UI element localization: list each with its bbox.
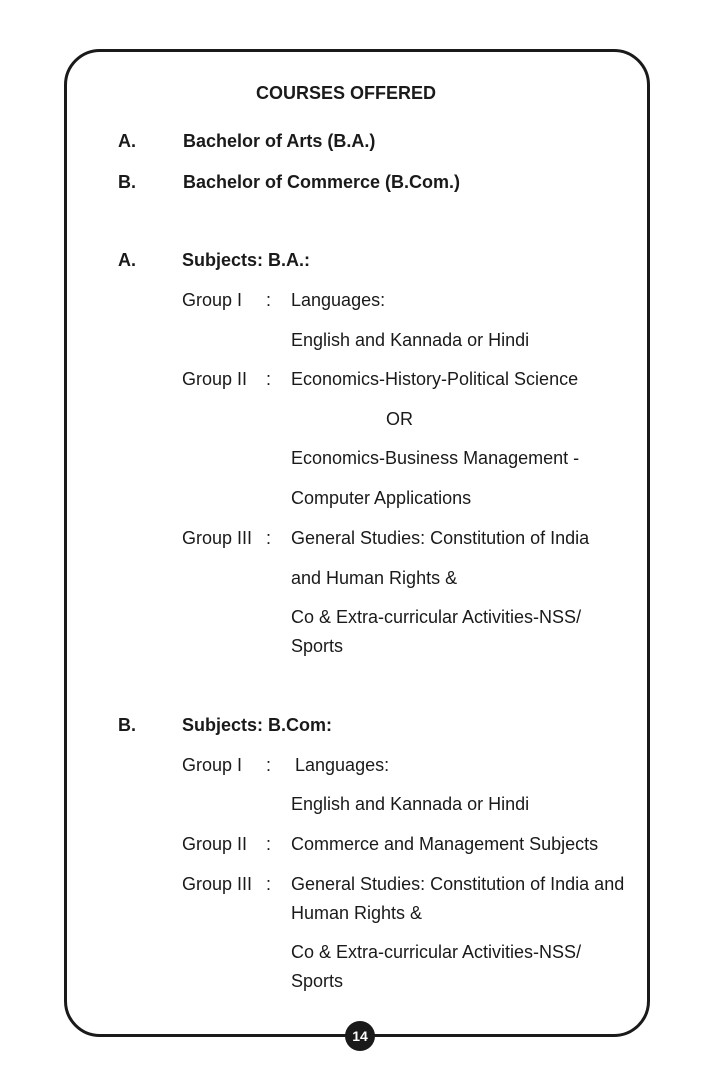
section-heading: Subjects: B.Com: (182, 715, 333, 735)
group-name: Group I (182, 290, 243, 310)
group-line: and Human Rights & (291, 568, 458, 588)
group-line: Commerce and Management Subjects (291, 834, 599, 854)
group-separator: : (266, 528, 272, 548)
group-line: Computer Applications (291, 488, 472, 508)
course-label: Bachelor of Arts (B.A.) (183, 131, 376, 151)
group-name: Group I (182, 755, 243, 775)
section-marker: A. (118, 250, 136, 270)
group-line: Co & Extra-curricular Activities-NSS/ (291, 942, 582, 962)
course-marker: B. (118, 172, 136, 192)
group-name: Group II (182, 834, 248, 854)
group-line: English and Kannada or Hindi (291, 330, 530, 350)
page-title: COURSES OFFERED (256, 83, 437, 103)
group-line: English and Kannada or Hindi (291, 794, 530, 814)
group-line: Economics-History-Political Science (291, 369, 579, 389)
section-marker: B. (118, 715, 136, 735)
group-separator: : (266, 290, 272, 310)
group-line: Co & Extra-curricular Activities-NSS/ (291, 607, 582, 627)
group-line: General Studies: Constitution of India (291, 528, 590, 548)
course-label: Bachelor of Commerce (B.Com.) (183, 172, 461, 192)
group-line: Sports (291, 971, 344, 991)
group-line: Human Rights & (291, 903, 423, 923)
section-heading: Subjects: B.A.: (182, 250, 311, 270)
group-name: Group III (182, 874, 253, 894)
page-number: 14 (345, 1021, 375, 1051)
group-separator: : (266, 874, 272, 894)
group-line: Sports (291, 636, 344, 656)
group-line-or: OR (386, 409, 413, 429)
group-separator: : (266, 834, 272, 854)
group-name: Group II (182, 369, 248, 389)
group-line: General Studies: Constitution of India and (291, 874, 625, 894)
group-name: Group III (182, 528, 253, 548)
group-line: Languages: (291, 290, 386, 310)
group-line: Economics-Business Management - (291, 448, 580, 468)
group-line: Languages: (295, 755, 390, 775)
group-separator: : (266, 369, 272, 389)
course-marker: A. (118, 131, 136, 151)
group-separator: : (266, 755, 272, 775)
